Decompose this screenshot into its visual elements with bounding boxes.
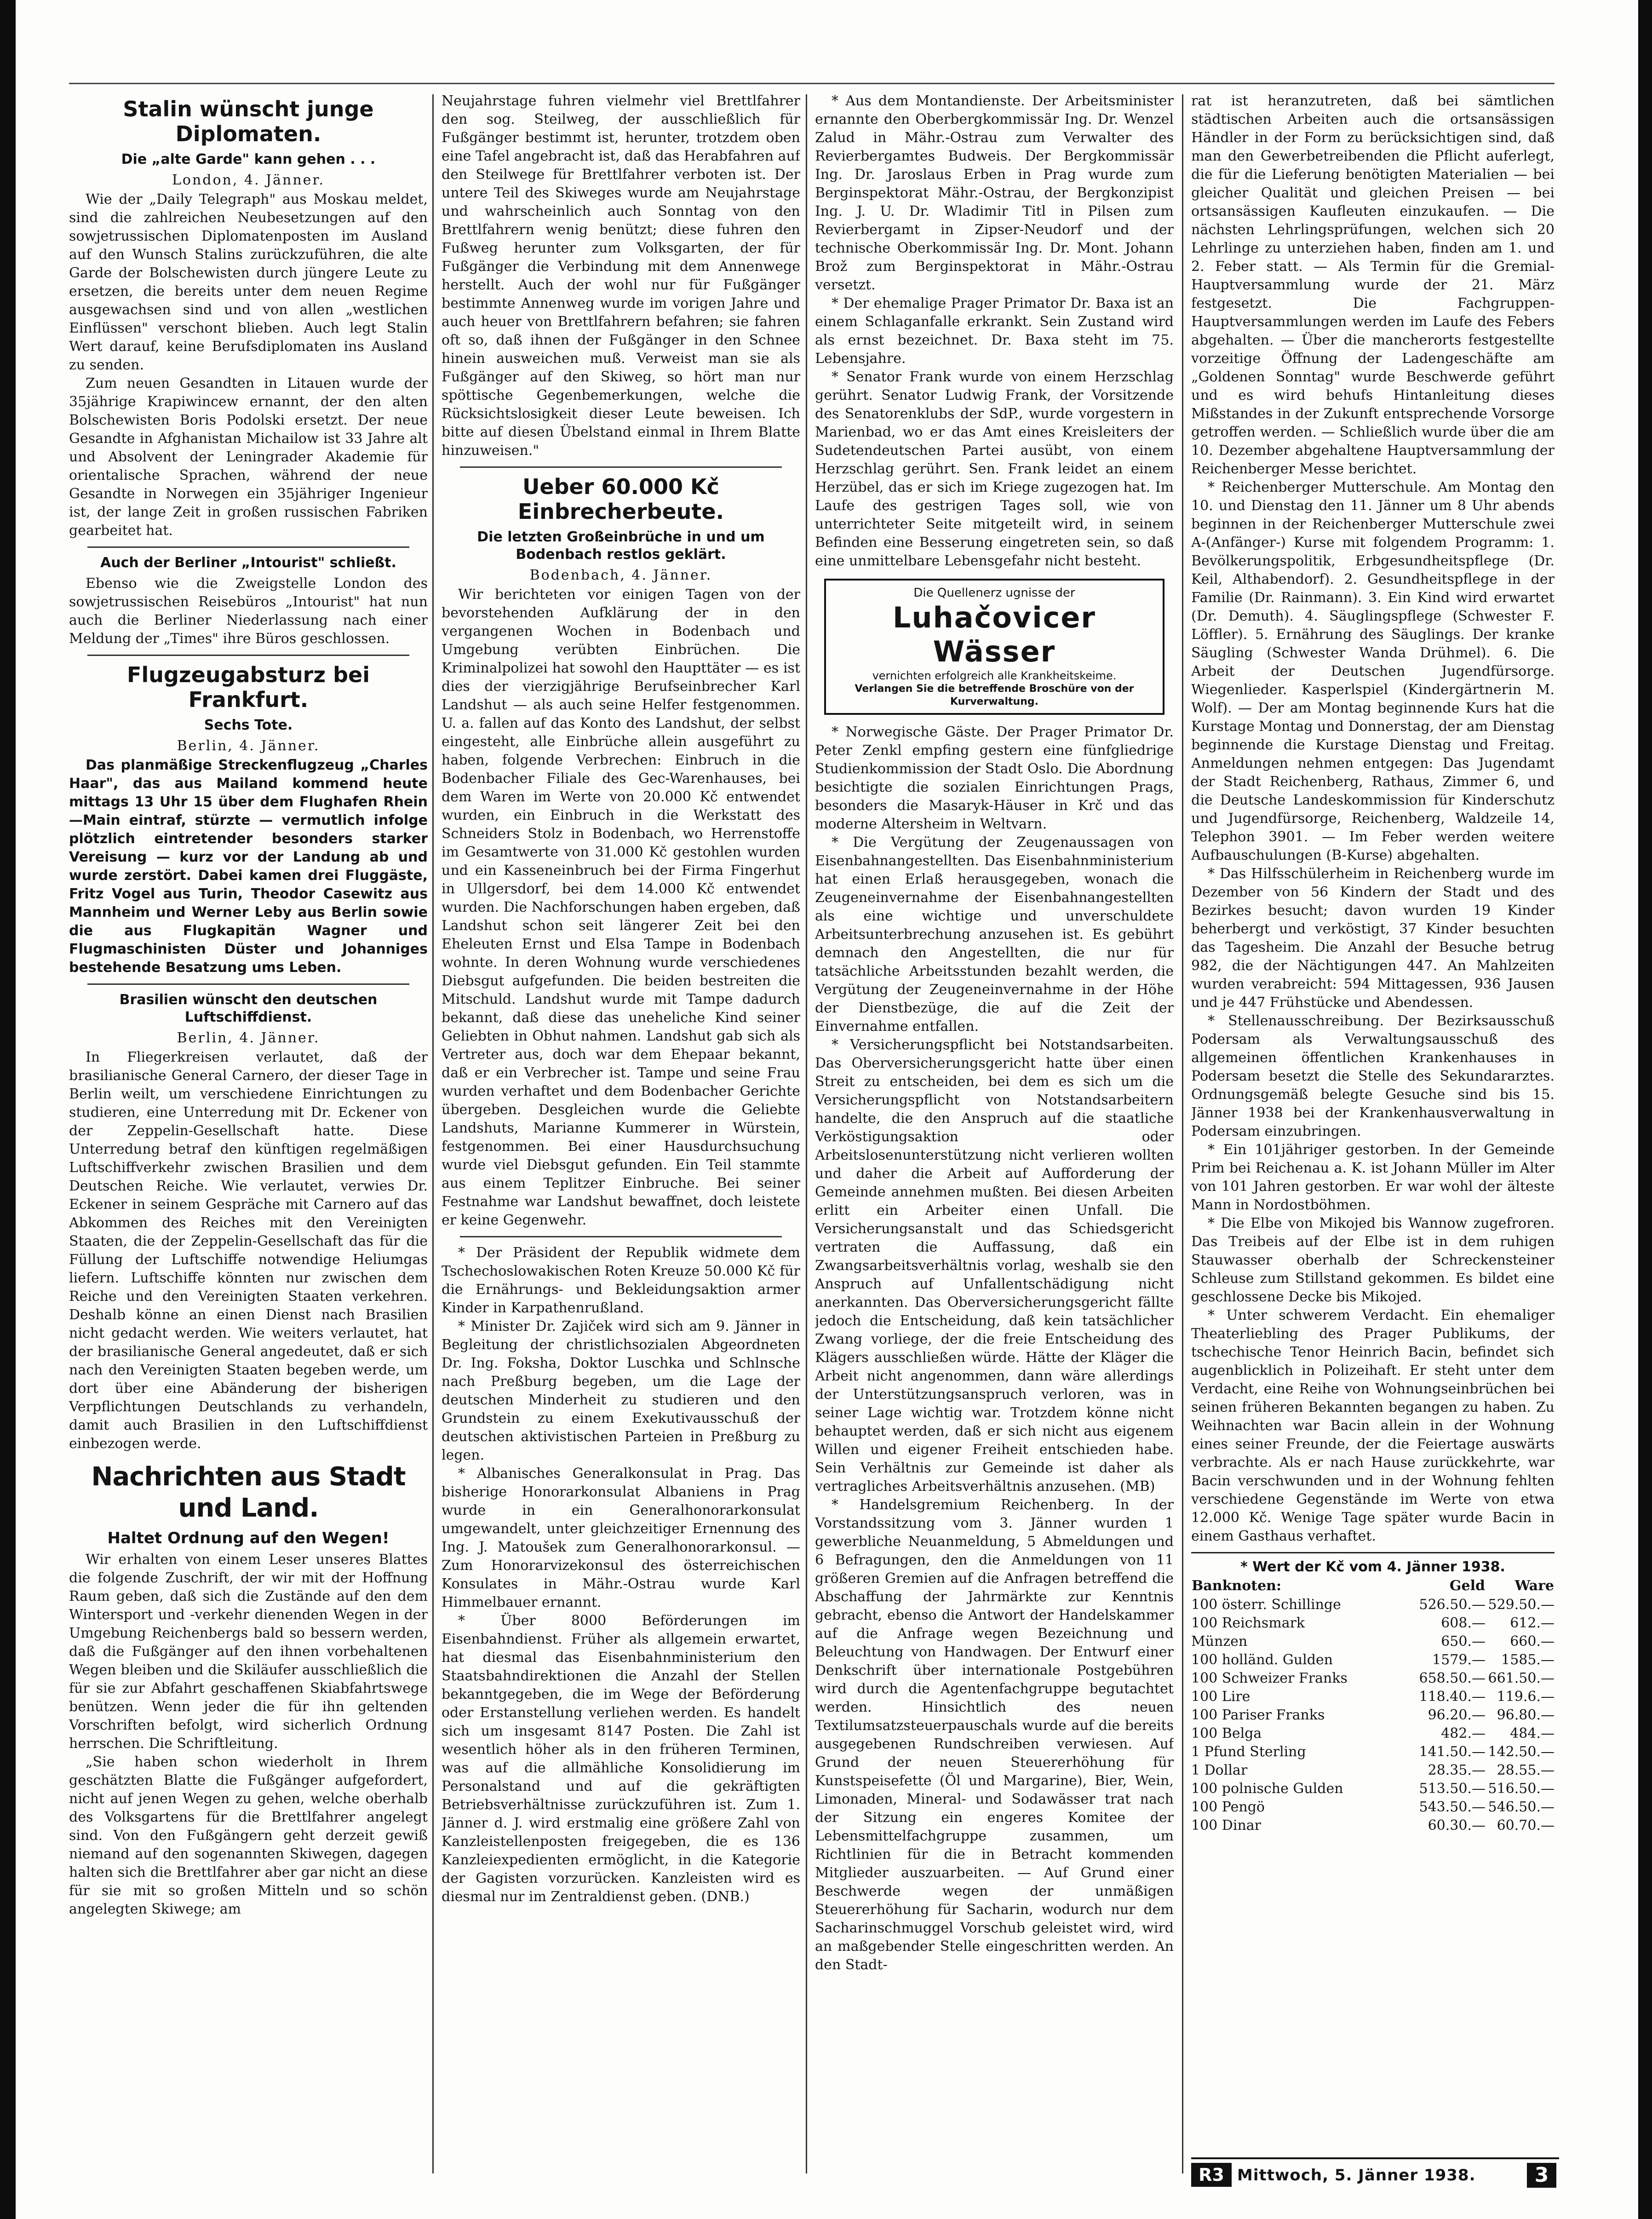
headline-ordnung: Haltet Ordnung auf den Wegen! [107,1529,390,1547]
article-paragraph: Zum neuen Gesandten in Litauen wurde der 35jährige Krapiwincew ernannt, der den alten Bolschewisten Boris Podolski ersetzt. Der neue Gesandte in Afghanistan Michailow ist 33 Jahre alt und Absolvent der Leningrader Akademie für orientalische Sprachen, während der neue Gesandte in Norwegen ein 35jähriger Ingenieur ist, der lange Zeit in großen russischen Fabriken gearbeitet hat. [69,375,428,539]
news-item: * Minister Dr. Zajiček wird sich am 9. Jänner in Begleitung der christlichsozialen Abgeordneten Dr. Ing. Foksha, Doktor Luschka und Schlnsche nach Preßburg begeben, um die Lage der deutschen Minderheit zu studieren und den Grundstein zu einem Exekutivausschuß der deutschen aktivistischen Parteien in Preßburg zu legen. [442,1318,800,1463]
article-paragraph: Wir erhalten von einem Leser unseres Blattes die folgende Zuschrift, der wir mit der Hoffnung Raum geben, daß sich die Zustände auf den dem Wintersport und -verkehr dienenden Wegen in der Umgebung Reichenbergs bald so bessern werden, daß die Fußgänger auf den ihnen vorbehaltenen Wegen bleiben und die Skiläufer ausschließlich die für sie zur Abfahrt geschaffenen Skiabfahrtswege benützen. Wenn jeder die für ihn geltenden Vorschriften befolgt, wird sicherlich Ordnung herrschen. Die Schriftleitung. [69,1552,428,1752]
news-item: * Senator Frank wurde von einem Herzschlag gerührt. Senator Ludwig Frank, der Vorsitzende des Senatorenklubs der SdP., wurde vorgestern in Marienbad, wo er das Amt eines Kreisleiters der Sudetendeutschen Partei ausübt, von einem Herzschlag gerührt. Sen. Frank leidet an einem Herzübel, das er sich im Kriege zugezogen hat. Im Laufe des gestrigen Tages soll, wie von unterrichteter Seite mitgeteilt wird, in seinem Befinden eine Besserung eingetreten sein, so daß eine unmittelbare Lebensgefahr nicht besteht. [815,369,1174,569]
page-number: 3 [1527,2163,1556,2188]
rates-header-row [1191,1576,1554,1596]
news-item: * Albanisches Generalkonsulat in Prag. Das bisherige Honorarkonsulat Albaniens in Prag wurde in ein Generalhonorarkonsulat umgewandelt, unter gleichzeitiger Ernennung des Ing. J. Matoušek zum Generalhonorarkonsul. — Zum Honorarvizekonsul des österreichischen Konsulates in Mähr.-Ostrau wurde Karl Himmelbauer ernannt. [442,1466,800,1610]
rates-cell-geld: 1579.— [1432,1652,1486,1668]
dateline: Berlin, 4. Jänner. [177,1030,320,1046]
rates-cell-geld: 658.50.— [1419,1670,1486,1686]
article-paragraph: Das planmäßige Streckenflugzeug „Charles Haar", das aus Mailand kommend heute mittags 13 Uhr 15 über dem Flughafen Rhein—Main eintraf, stürzte — vermutlich infolge plötzlich eintretender besonders starker Vereisung — kurz vor der Landung ab und wurde zerstört. Dabei kamen drei Fluggäste, Fritz Vogel aus Turin, Theodor Casewitz aus Mannheim und Werner Leby aus Berlin sowie die aus Flugkapitän Wagner und Flugmaschinisten Düster und Johanniges bestehende Besatzung ums Leben. [69,757,428,976]
rates-cell-name: Münzen [1191,1633,1248,1650]
rates-cell-ware: 142.50.— [1488,1744,1554,1760]
news-item: * Die Elbe von Mikojed bis Wannow zugefroren. Das Treibeis auf der Elbe ist in dem ruhigen Stauwasser oberhalb der Schreckensteiner Schleuse zum Stillstand gekommen. Es bildet eine geschlossene Decke bis Mikojed. [1191,1215,1554,1305]
divider [460,1236,782,1237]
rates-cell-name: 100 österr. Schillinge [1191,1597,1341,1613]
column-1 [69,92,428,2171]
rates-cell-ware: 60.70.— [1497,1817,1554,1834]
news-item: * Der Präsident der Republik widmete dem Tschechoslowakischen Roten Kreuze 50.000 Kč für die Ernährungs- und Bekleidungsaktion armer Kinder in Karpathenrußland. [442,1245,800,1316]
news-item: * Versicherungspflicht bei Notstandsarbeiten. Das Oberversicherungsgericht hatte über einen Streit zu entscheiden, bei dem es sich um die Versicherungspflicht von Notstandsarbeitern handelte, die den Anspruch auf die staatliche Verköstigungsaktion oder Arbeitslosenunterstützung nicht verlieren wollten und daher die Arbeit auf Aufforderung der Gemeinde annehmen mußten. Bei diesen Arbeiten erlitt ein Arbeiter einen Unfall. Die Versicherungsanstalt und das Schiedsgericht vertraten die Auffassung, daß ein Zwangsarbeitsverhältnis vorlag, weshalb sie den Anspruch auf Unfallentschädigung nicht anerkannten. Das Oberversicherungsgericht fällte jedoch die Entscheidung, daß kein tatsächlicher Zwang vorliege, der die freie Entscheidung des Klägers ausschließen würde. Hätte der Kläger die Arbeit nicht angenommen, dann wäre allerdings der Unterstützungsanspruch verloren, was in seiner Lage wichtig war. Trotzdem könne nicht behauptet werden, daß er sich nicht aus eigenem Willen und eigener Freiheit entschieden habe. Sein Verhältnis zur Gemeinde ist daher als vertragliches Arbeitsverhältnis anzusehen. (MB) [815,1037,1174,1495]
news-item: * Reichenberger Mutterschule. Am Montag den 10. und Dienstag den 11. Jänner um 8 Uhr abends beginnen in der Reichenberger Mutterschule zwei A-(Anfänger-) Kurse mit folgendem Programm: 1. Bevölkerungspolitik, Erbgesundheitspflege (Dr. Keil, Althabendorf). 2. Gesundheitspflege in der Familie (Dr. Rainmann). 3. Ein Kind wird erwartet (Dr. Demuth). 4. Säuglingspflege (Schwester F. Löffler). 5. Ernährung des Säuglings. Der kranke Säugling (Schwester Wanda Drühmel). 6. Die Arbeit der Deutschen Jugendfürsorge. Wiegenlieder. Kasperlspiel (Kindergärtnerin M. Wolf). — Der am Montag beginnende Kurs hat die Kurstage Montag und Donnerstag, der am Dienstag beginnende die Kurstage Dienstag und Freitag. Anmeldungen nehmen entgegen: Das Jugendamt der Stadt Reichenberg, Rathaus, Zimmer 6, und die Deutsche Landeskommission für Kinderschutz und Jugendfürsorge, Reichenberg, Waldzeile 14, Telephon 3901. — Im Feber werden weitere Aufbauschulungen (B-Kurse) abgehalten. [1191,479,1554,863]
rates-cell-ware: 516.50.— [1488,1781,1554,1797]
section-heading: Nachrichten aus Stadt und Land. [91,1462,406,1523]
ad-line: Verlangen Sie die betreffende Broschüre von der Kurverwaltung. [855,683,1134,707]
rates-row [1191,1780,1554,1798]
headline-einbrecherbeute: Ueber 60.000 Kč Einbrecherbeute. [517,474,724,524]
issue-date: Mittwoch, 5. Jänner 1938. [1237,2166,1476,2185]
ad-line: vernichten erfolgreich alle Krankheitskeime. [872,669,1117,682]
newspaper-logo: R3 [1191,2163,1232,2187]
news-item: * Das Hilfsschülerheim in Reichenberg wurde im Dezember von 56 Kindern der Stadt und des Bezirkes besucht; davon wurden 19 Kinder beherbergt und verköstigt, 37 Kinder besuchten das Tagesheim. Die Anzahl der Besuche betrug 982, die der Nächtigungen 447. An Mahlzeiten wurden verabreicht: 594 Mittagessen, 936 Jausen und je 447 Frühstücke und Abendessen. [1191,866,1554,1011]
dateline: Bodenbach, 4. Jänner. [529,567,712,583]
rates-cell-ware: 28.55.— [1497,1762,1554,1778]
subheadline: Sechs Tote. [204,717,293,733]
scan-edge-left [0,0,16,2219]
article-paragraph: In Fliegerkreisen verlautet, daß der brasilianische General Carnero, der dieser Tage in Berlin weilt, um verschiedene Einrichtungen zu studieren, eine Unterredung mit Dr. Eckener von der Zeppelin-Gesellschaft hatte. Diese Unterredung betraf den künftigen regelmäßigen Luftschiffverkehr zwischen Brasilien und dem Deutschen Reiche. Wie verlautet, verwies Dr. Eckener in seinem Gespräche mit Carnero auf das Abkommen des Reiches mit den Vereinigten Staaten, die der Zeppelin-Gesellschaft das für die Füllung der Luftschiffe notwendige Heliumgas liefern. Luftschiffe könnten nur zwischen dem Reiche und den Vereinigten Staaten verkehren. Deshalb könne an einen Dienst nach Brasilien nicht gedacht werden. Wie weiters verlautet, hat der brasilianische General angedeutet, daß er sich nach den Vereinigten Staaten begeben werde, um dort über eine Abänderung der bisherigen Verpflichtungen Deutschlands zu verhandeln, damit auch Brasilien in den Luftschiffdienst einbezogen werde. [69,1049,428,1452]
rates-cell-name: 100 Belga [1191,1725,1262,1742]
divider [460,466,782,468]
rates-cell-geld: 543.50.— [1419,1799,1486,1815]
rates-header-cell: Banknoten: [1192,1578,1282,1594]
rates-cell-ware: 612.— [1510,1615,1554,1631]
article-paragraph: „Sie haben schon wiederholt in Ihrem geschätzten Blatte die Fußgänger aufgefordert, nicht auf jenen Wegen zu gehen, welche oberhalb des Volksgartens für die Brettlfahrer angelegt sind. Von den Fußgängern geht derzeit gewiß niemand auf den sogenannten Skiwegen, dagegen halten sich die Brettlfahrer aber gar nicht an diese für sie mit so großen Mitteln und so schön angelegten Skiwege; am [69,1754,428,1917]
headline-flugzeugabsturz: Flugzeugabsturz bei Frankfurt. [127,662,370,712]
rates-cell-geld: 118.40.— [1419,1689,1486,1705]
rates-cell-ware: 529.50.— [1488,1597,1554,1613]
news-item: * Der ehemalige Prager Primator Dr. Baxa ist an einem Schlaganfalle erkrankt. Sein Zustand wird als ernst bezeichnet. Dr. Baxa steht im 75. Lebensjahre. [815,295,1174,367]
rates-cell-ware: 96.80.— [1497,1707,1554,1723]
rates-cell-ware: 119.6.— [1497,1689,1554,1705]
divider [87,655,409,656]
rates-header-cell: Ware [1514,1578,1554,1594]
rates-cell-name: 100 polnische Gulden [1191,1781,1343,1797]
rates-cell-ware: 661.50.— [1488,1670,1554,1686]
rates-cell-name: 1 Pfund Sterling [1191,1744,1306,1760]
header-rule [69,83,1554,84]
rates-header-cell: Geld [1449,1578,1485,1594]
rates-cell-ware: 546.50.— [1488,1799,1554,1815]
rates-cell-name: 100 Dinar [1191,1817,1261,1834]
divider [87,983,409,985]
rates-cell-geld: 482.— [1441,1725,1486,1742]
rates-cell-geld: 28.35.— [1428,1762,1486,1778]
rates-row [1191,1651,1554,1669]
rates-cell-ware: 660.— [1510,1633,1554,1650]
column-4 [1191,92,1554,2148]
rates-body [1191,1596,1554,1835]
column-2 [442,92,800,2171]
headline-intourist: Auch der Berliner „Intourist" schließt. [100,555,396,571]
news-item: * Stellenausschreibung. Der Bezirksausschuß Podersam als Verwaltungsausschuß des allgemeinen öffentlichen Krankenhauses in Podersam besetzt die Stelle des Sekundararztes. Ordnungsgemäß belegte Gesuche sind bis 15. Jänner 1938 bei der Krankenhausverwaltung in Podersam einzubringen. [1191,1013,1554,1139]
column-rule [432,94,434,2173]
dateline: London, 4. Jänner. [172,172,325,188]
rates-cell-geld: 60.30.— [1428,1817,1486,1834]
rates-row [1191,1614,1554,1633]
ad-brand: Luhačovicer Wässer [892,601,1096,668]
ad-line: Die Quellenerz ugnisse der [913,586,1075,600]
rates-cell-geld: 650.— [1441,1633,1486,1650]
rates-row [1191,1633,1554,1651]
subheadline: Die letzten Großeinbrüche in und um Bodenbach restlos geklärt. [477,529,765,563]
rates-cell-geld: 513.50.— [1419,1781,1486,1797]
column-3 [815,92,1174,2171]
dateline: Berlin, 4. Jänner. [177,738,320,754]
news-item: * Die Vergütung der Zeugenaussagen von Eisenbahnangestellten. Das Eisenbahnministerium hat einen Erlaß herausgegeben, wonach die Zeugeneinvernahme der Eisenbahnangestellten als eine wichtige und unverschuldete Arbeitsunterbrechung anzusehen ist. Es gebührt demnach den Angestellten, die nur für tatsächliche Arbeitsstunden bezahlt werden, die Vergütung der Zeugeneinvernahme in der Höhe der Dienstbezüge, die auf die Zeit der Einvernahme entfallen. [815,834,1174,1035]
news-item: * Ein 101jähriger gestorben. In der Gemeinde Prim bei Reichenau a. K. ist Johann Müller im Alter von 101 Jahren gestorben. Er war wohl der älteste Mann in Nordostböhmen. [1191,1142,1554,1213]
advertisement-luhacovice [824,579,1164,715]
news-item: * Norwegische Gäste. Der Prager Primator Dr. Peter Zenkl empfing gestern eine fünfgliedrige Studienkommission der Stadt Oslo. Die Abordnung besichtigte die sozialen Einrichtungen Prags, besonders die Masaryk-Häuser in Krč und das moderne Altersheim in Weltvarn. [815,724,1174,832]
news-item: * Aus dem Montandienste. Der Arbeitsminister ernannte den Oberbergkommissär Ing. Dr. Wenzel Zalud in Mähr.-Ostrau zum Verwalter des Revierbergamtes Budweis. Der Bergkommissär Ing. Dr. Jaroslaus Erben in Prag wurde zum Berginspektorat Mähr.-Ostrau, der Bergkonzipist Ing. J. U. Dr. Wladimir Titl in Pilsen zum Revierbergamt in Zipser-Neudorf und der technische Oberkommissär Ing. Dr. Mont. Johann Brož zum Berginspektorat in Mähr.-Ostrau versetzt. [815,93,1174,293]
rates-cell-name: 100 Schweizer Franks [1191,1670,1348,1686]
scan-edge-right [1638,0,1652,2219]
rates-cell-ware: 1585.— [1501,1652,1554,1668]
rates-cell-name: 100 Reichsmark [1191,1615,1305,1631]
rates-cell-name: 100 Pariser Franks [1191,1707,1325,1723]
rates-cell-name: 1 Dollar [1191,1762,1248,1778]
article-paragraph: Wie der „Daily Telegraph" aus Moskau meldet, sind die zahlreichen Neubesetzungen auf den sowjetrussischen Diplomatenposten im Ausland auf den Wunsch Stalins zurückzuführen, die alte Garde der Bolschewisten durch jüngere Leute zu ersetzen, die bereits unter dem neuen Regime ausgewachsen sind und von allen „westlichen Einflüssen" verschont blieben. Auch legt Stalin Wert darauf, keine Berufsdiplomaten ins Ausland zu senden. [69,191,428,373]
rates-row [1191,1743,1554,1761]
page-footer [1191,2157,1559,2189]
news-item: * Über 8000 Beförderungen im Eisenbahndienst. Früher als allgemein erwartet, hat diesmal das Eisenbahnministerium den Staatsbahndirektionen die Anzahl der Stellen bekanntgegeben, die im Wege der Beförderung oder Erstanstellung verliehen werden. Es handelt sich um insgesamt 8147 Posten. Die Zahl ist wesentlich höher als in den früheren Terminen, was auf die allmähliche Konsolidierung im Personalstand und auf die gekräftigten Betriebsverhältnisse zurückzuführen ist. Zum 1. Jänner d. J. wird erstmalig eine größere Zahl von Kanzleistellenposten freigegeben, die es 136 Kanzleiexpedienten ermöglicht, in die Kategorie der Gagisten vorzurücken. Kanzleisten wird es diesmal nur im Zentraldienst geben. (DNB.) [442,1613,800,1905]
subheadline: Die „alte Garde" kann gehen . . . [121,151,376,167]
rates-row [1191,1706,1554,1725]
rates-row [1191,1761,1554,1780]
rates-row [1191,1725,1554,1743]
exchange-rates-table [1191,1576,1554,1835]
rates-cell-geld: 96.20.— [1428,1707,1486,1723]
rates-row [1191,1688,1554,1706]
article-paragraph: Neujahrstage fuhren vielmehr viel Brettlfahrer den sog. Steilweg, der ausschließlich für Fußgänger bestimmt ist, herunter, trotzdem oben eine Tafel angebracht ist, daß das Herabfahren auf den Steilwege für Brettlfahrer verboten ist. Der untere Teil des Skiweges wurde am Neujahrstage und wahrscheinlich auch Sonntag von den Brettlfahrern wenig benützt; diese fuhren den Fußweg herunter zum Volksgarten, der für Fußgänger die Verbindung mit dem Annenwege herstellt. Auch der wohl nur für Fußgänger bestimmte Annenweg wurde im vorigen Jahre und auch heuer von Brettlfahrern befahren; sie fahren oft so, daß ihnen der Fußgänger in den Schnee hinein ausweichen muß. Verweist man sie als Fußgänger auf den Skiweg, so hört man nur spöttische Gegenbemerkungen, welche die Rücksichtslosigkeit dieser Leute beweisen. Ich bitte auf diesen Übelstand einmal in Ihrem Blatte hinzuweisen." [442,93,800,459]
divider [87,546,409,548]
rates-row [1191,1669,1554,1688]
article-paragraph: Ebenso wie die Zweigstelle London des sowjetrussischen Reisebüros „Intourist" hat nun auch die Berliner Niederlassung nach einer Meldung der „Times" ihre Büros geschlossen. [69,575,428,647]
article-paragraph: Wir berichteten vor einigen Tagen von der bevorstehenden Aufklärung der in den vergangenen Wochen in Bodenbach und Umgebung verübten Einbrüchen. Die Kriminalpolizei hat sowohl den Haupttäter — es ist dies der vierzigjährige Berufseinbrecher Karl Landshut — als auch seine Helfer festgenommen. U. a. fallen auf das Konto des Landshut, der selbst eingesteht, alle Einbrüche allein ausgeführt zu haben, folgende Verbrechen: Einbruch in die Bodenbacher Filiale des Gec-Warenhauses, bei dem Waren im Werte von 20.000 Kč entwendet wurden, ein Einbruch in die Werkstatt des Schneiders Stolz in Bodenbach, wo Herrenstoffe im Gesamtwerte von 31.000 Kč gestohlen wurden und ein Kasseneinbruch bei der Firma Fingerhut in Ullgersdorf, bei dem 14.000 Kč entwendet wurden. Die Nachforschungen haben ergeben, daß Landshut schon seit längerer Zeit bei den Eheleuten Ernst und Elsa Tampe in Bodenbach wohnte. In deren Wohnung wurde verschiedenes Diebsgut aufgefunden. Die beiden bestreiten die Mitschuld. Landshut wurde mit Tampe dadurch bekannt, daß diese das uneheliche Kind seiner Geliebten in Obhut nahmen. Landshut gab sich als Vertreter aus, doch war dem Ehepaar bekannt, daß er ein Verbrecher ist. Tampe und seine Frau wurden verhaftet und dem Bodenbacher Gerichte übergeben. Desgleichen wurde die Geliebte Landshuts, Marianne Kummerer in Würstein, festgenommen. Bei einer Hausdurchsuchung wurde viel Diebsgut gefunden. Ein Teil stammte aus einem Teplitzer Einbruche. Bei seiner Festnahme war Landshut bewaffnet, doch leistete er keine Gegenwehr. [442,586,800,1228]
exchange-rates-title: * Wert der Kč vom 4. Jänner 1938. [1191,1552,1554,1576]
rates-row [1191,1817,1554,1835]
headline-stalin: Stalin wünscht junge Diplomaten. [123,97,374,146]
rates-cell-ware: 484.— [1510,1725,1554,1742]
headline-brasilien: Brasilien wünscht den deutschen Luftschiffdienst. [119,992,378,1025]
news-item: * Handelsgremium Reichenberg. In der Vorstandssitzung vom 3. Jänner wurden 1 gewerbliche Neuanmeldung, 5 Abmeldungen und 6 Befragungen, den die Anmeldungen von 11 größeren Gremien auf die Anfragen betreffend die Abschaffung der Jahrmärkte zur Kenntnis gebracht, ebenso die Antwort der Handelskammer auf die Anfrage wegen Bezeichnung und Beleuchtung von Handwagen. Der Entwurf einer Denkschrift über internationale Postgebühren wird durch die Agentenfachgruppe begutachtet werden. Hinsichtlich des neuen Textilumsatzsteuerpauschals wurde auf die bereits ausgegebenen Rundschreiben verwiesen. Auf Grund der neuen Steuererhöhung für Kunstspeisefette (Öl und Margarine), Bier, Wein, Limonaden, Mineral- und Sodawässer trat nach der Sitzung ein engeres Komitee der Lebensmittelfachgruppe zusammen, um Richtlinien für die in Betracht kommenden Mitglieder auszuarbeiten. — Auf Grund einer Beschwerde wegen der unmäßigen Steuererhöhung für Sacharin, wodurch nur dem Sacharinschmuggel Vorschub geleistet wird, wird an maßgebender Stelle eingeschritten werden. An den Stadt- [815,1497,1174,1973]
rates-cell-geld: 608.— [1441,1615,1486,1631]
rates-row [1191,1798,1554,1817]
rates-cell-name: 100 Pengö [1191,1799,1265,1815]
rates-cell-geld: 526.50.— [1419,1597,1486,1613]
column-rule [806,94,807,2173]
column-rule [1182,94,1183,2173]
rates-cell-name: 100 Lire [1191,1689,1250,1705]
rates-row [1191,1596,1554,1614]
rates-cell-geld: 141.50.— [1419,1744,1486,1760]
article-paragraph: rat ist heranzutreten, daß bei sämtlichen städtischen Arbeiten auch die ortsansässigen Händler in der Form zu berücksichtigen sind, daß man den Gewerbetreibenden die Pflicht auferlegt, die für die Lieferung benötigten Materialien — bei gleicher Qualität und gleichen Preisen — bei ortsansässigen Kaufleuten einzukaufen. — Die nächsten Lehrlingsprüfungen, welchen sich 20 Lehrlinge zu unterziehen haben, finden am 1. und 2. Feber statt. — Als Termin für die Gremial-Hauptversammlung wurde der 21. März festgesetzt. Die Fachgruppen-Hauptversammlungen werden im Laufe des Febers abgehalten. — Über die mancherorts festgestellte vorzeitige Öffnung der Ladengeschäfte am „Goldenen Sonntag" wurde Beschwerde geführt und es wird behufs Hintanleitung dieses Mißstandes in der Zukunft entsprechende Vorsorge getroffen werden. — Schließlich wurde über die am 10. Dezember abgehaltene Hauptversammlung der Reichenberger Messe berichtet. [1191,93,1554,477]
news-item: * Unter schwerem Verdacht. Ein ehemaliger Theaterliebling des Prager Publikums, der tschechische Tenor Heinrich Bacin, befindet sich augenblicklich in Polizeihaft. Er steht unter dem Verdacht, eine Reihe von Wohnungseinbrüchen bei seinen früheren Bekannten begangen zu haben. Zu Weihnachten war Bacin allein in der Wohnung eines seiner Freunde, der die Feiertage auswärts verbrachte. Als er nach Hause zurückkehrte, war Bacin verschwunden und in der Wohnung fehlten verschiedene Gegenstände im Werte von etwa 12.000 Kč. Wenige Tage später wurde Bacin in einem Gasthaus verhaftet. [1191,1307,1554,1544]
rates-cell-name: 100 holländ. Gulden [1191,1652,1333,1668]
